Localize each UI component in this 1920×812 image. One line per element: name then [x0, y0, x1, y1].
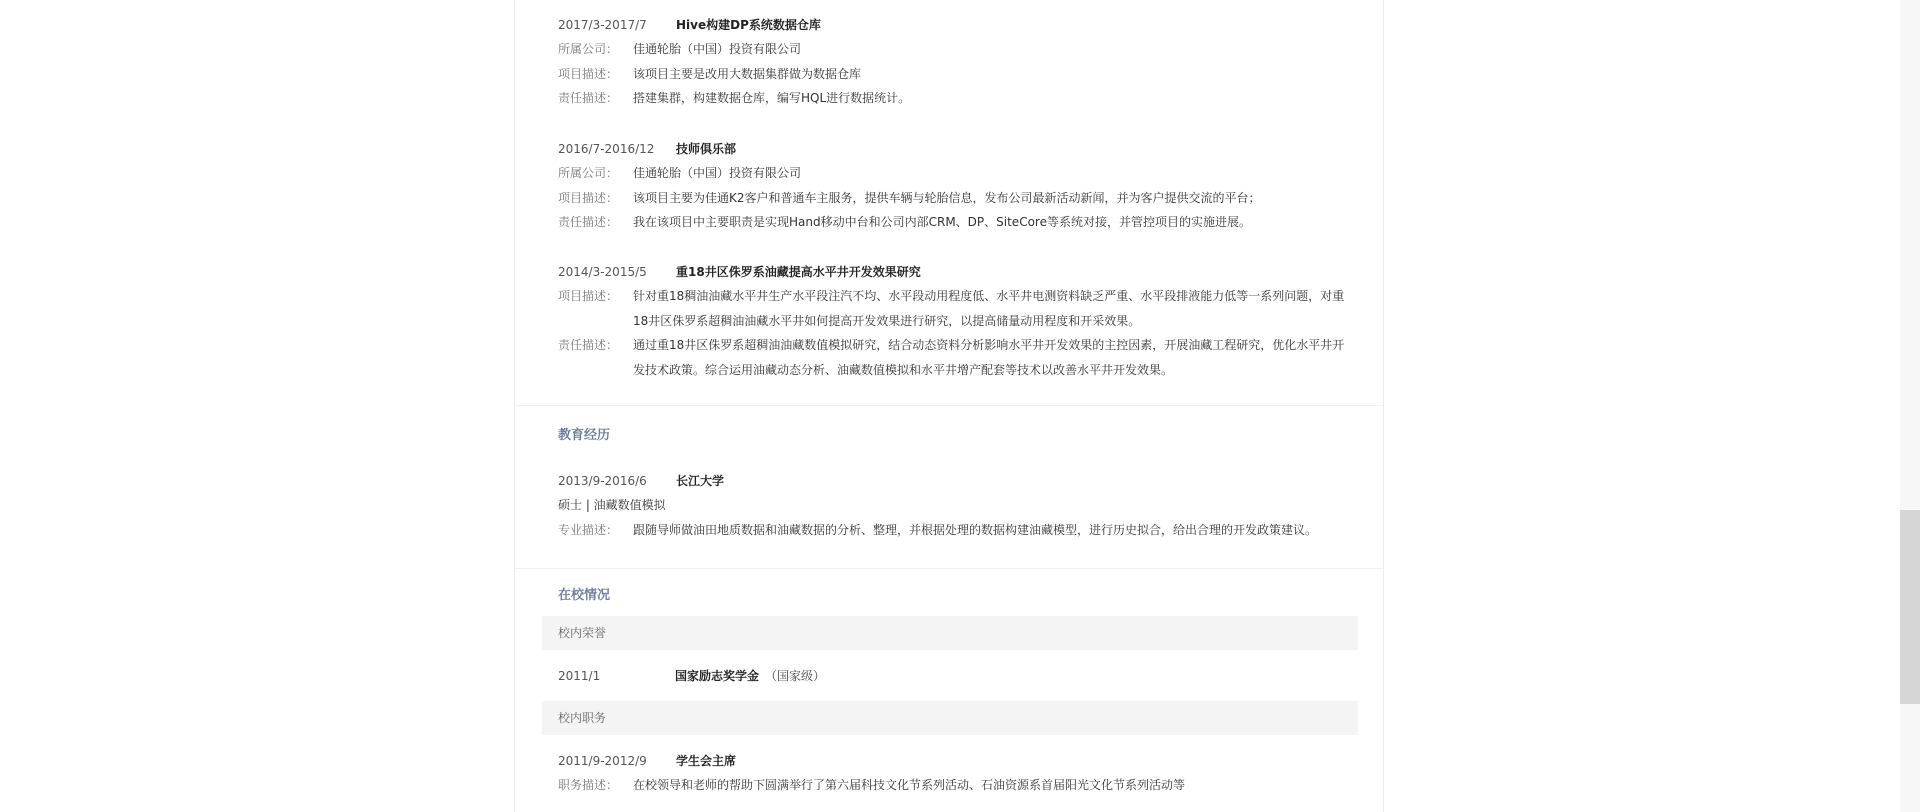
resume-page — [514, 0, 1384, 812]
project-entry — [558, 137, 1358, 235]
detail-value: 该项目主要是改用大数据集群做为数据仓库 — [633, 66, 862, 81]
detail-label: 职务描述： — [558, 778, 619, 792]
detail-label: 所属公司： — [558, 166, 619, 180]
project-title: Hive构建DP系统数据仓库 — [676, 18, 821, 32]
project-title: 重18井区侏罗系油藏提高水平井开发效果研究 — [676, 265, 921, 279]
position-title: 学生会主席 — [676, 754, 737, 768]
detail-value: 我在该项目中主要职责是实现Hand移动中台和公司内部CRM、DP、SiteCore等系统对接，并管控项目的实施进展。 — [633, 215, 1251, 229]
position-date: 2011/9-2012/9 — [558, 754, 647, 768]
detail-value: 跟随导师做油田地质数据和油藏数据的分析、整理，并根据处理的数据构建油藏模型，进行历史拟合，给出合理的开发政策建议。 — [633, 522, 1318, 537]
project-title: 技师俱乐部 — [676, 142, 737, 156]
detail-value: 佳通轮胎（中国）投资有限公司 — [633, 166, 802, 180]
campus-section-title: 在校情况 — [558, 588, 611, 603]
position-entry — [558, 749, 1358, 798]
detail-label: 项目描述： — [558, 190, 619, 205]
positions-subheader: 校内职务 — [542, 701, 1358, 735]
project-entry — [558, 260, 1358, 382]
detail-label: 专业描述： — [558, 522, 619, 537]
vertical-scrollbar[interactable] — [1900, 0, 1920, 812]
honors-subheader: 校内荣誉 — [542, 616, 1358, 650]
section-divider — [515, 568, 1383, 569]
scrollbar-thumb[interactable] — [1900, 510, 1920, 704]
project-date: 2016/7-2016/12 — [558, 142, 655, 156]
honor-date: 2011/1 — [558, 669, 601, 683]
detail-value: 搭建集群，构建数据仓库，编写HQL进行数据统计。 — [633, 91, 911, 105]
honor-name: 国家励志奖学金 — [675, 669, 760, 683]
detail-value: 在校领导和老师的帮助下圆满举行了第六届科技文化节系列活动、石油资源系首届阳光文化节系列活动等 — [633, 778, 1186, 792]
section-divider — [515, 405, 1383, 406]
detail-label: 责任描述： — [558, 215, 619, 229]
education-section-title: 教育经历 — [558, 428, 611, 443]
project-date: 2017/3-2017/7 — [558, 18, 647, 32]
detail-label: 所属公司： — [558, 42, 619, 56]
detail-label: 责任描述： — [558, 338, 619, 352]
detail-label: 项目描述： — [558, 289, 619, 303]
school-name: 长江大学 — [676, 474, 725, 488]
project-date: 2014/3-2015/5 — [558, 265, 647, 279]
detail-value: 佳通轮胎（中国）投资有限公司 — [633, 42, 802, 56]
detail-value: 通过重18井区侏罗系超稠油油藏数值模拟研究，结合动态资料分析影响水平井开发效果的主控因素，开展油藏工程研究，优化水平井开发技术政策。综合运用油藏动态分析、油藏数值模拟和水平井增产配套等技术以改善水平井开发效果。 — [633, 338, 1345, 377]
education-date: 2013/9-2016/6 — [558, 474, 647, 488]
education-entry — [558, 469, 1358, 542]
project-entry — [558, 13, 1358, 111]
detail-label: 项目描述： — [558, 66, 619, 81]
detail-value: 针对重18稠油油藏水平井生产水平段注汽不均、水平段动用程度低、水平井电测资料缺乏严重、水平段排液能力低等一系列问题，对重18井区侏罗系超稠油油藏水平井如何提高开发效果进行研究，以提高储量动用程度和开采效果。 — [633, 289, 1345, 328]
detail-value: 该项目主要为佳通K2客户和普通车主服务，提供车辆与轮胎信息，发布公司最新活动新闻，并为客户提供交流的平台； — [633, 190, 1261, 205]
detail-label: 责任描述： — [558, 91, 619, 105]
honor-entry — [558, 664, 1358, 688]
honor-level: （国家级） — [765, 669, 826, 683]
degree-major: 硕士 | 油藏数值模拟 — [558, 498, 666, 512]
